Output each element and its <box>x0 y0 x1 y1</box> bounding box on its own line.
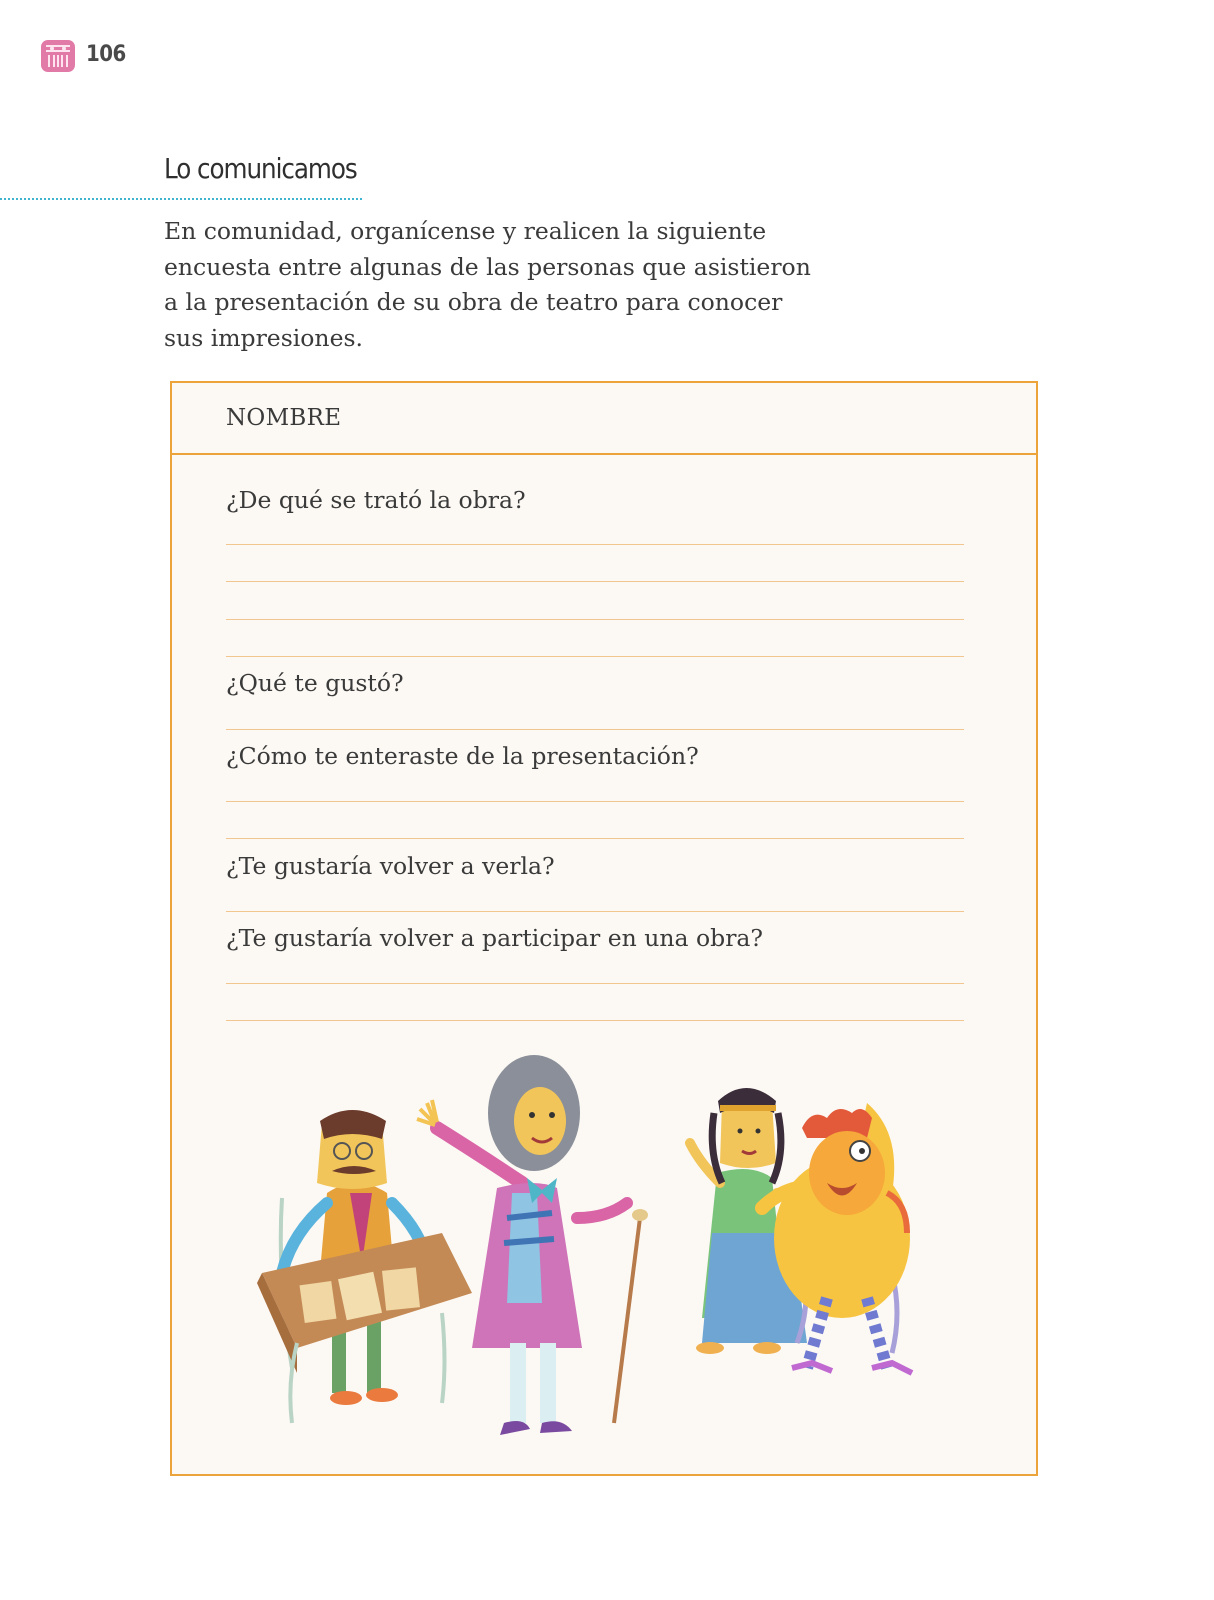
name-field[interactable] <box>172 383 1036 455</box>
answer-line[interactable] <box>226 911 964 912</box>
theatre-characters-illustration <box>242 1043 942 1453</box>
name-label: NOMBRE <box>226 405 342 431</box>
answer-line[interactable] <box>226 801 964 802</box>
answer-line[interactable] <box>226 838 964 839</box>
answer-line[interactable] <box>226 619 964 620</box>
answer-line[interactable] <box>226 983 964 984</box>
answer-line[interactable] <box>226 1020 964 1021</box>
answer-line[interactable] <box>226 656 964 657</box>
page-number: 106 <box>86 42 126 67</box>
seated-writer-figure <box>257 1110 472 1423</box>
answer-line[interactable] <box>226 544 964 545</box>
question-liked: ¿Qué te gustó? <box>226 669 404 697</box>
wigged-gentleman-figure <box>417 1055 648 1435</box>
title-divider <box>0 198 362 200</box>
section-title: Lo comunicamos <box>164 152 357 185</box>
answer-line[interactable] <box>226 729 964 730</box>
intro-paragraph: En comunidad, organícense y realicen la siguiente encuesta entre algunas de las personas que asistieron a la presentación de su obra de teatro para conocer sus impresiones. <box>164 217 811 352</box>
question-how-found-out: ¿Cómo te enteraste de la presentación? <box>226 742 699 770</box>
answer-line[interactable] <box>226 581 964 582</box>
question-see-again: ¿Te gustaría volver a verla? <box>226 852 555 880</box>
survey-form <box>170 381 1038 1476</box>
book-section-icon <box>41 40 75 72</box>
question-plot: ¿De qué se trató la obra? <box>226 486 526 514</box>
question-participate-again: ¿Te gustaría volver a participar en una obra? <box>226 924 764 952</box>
